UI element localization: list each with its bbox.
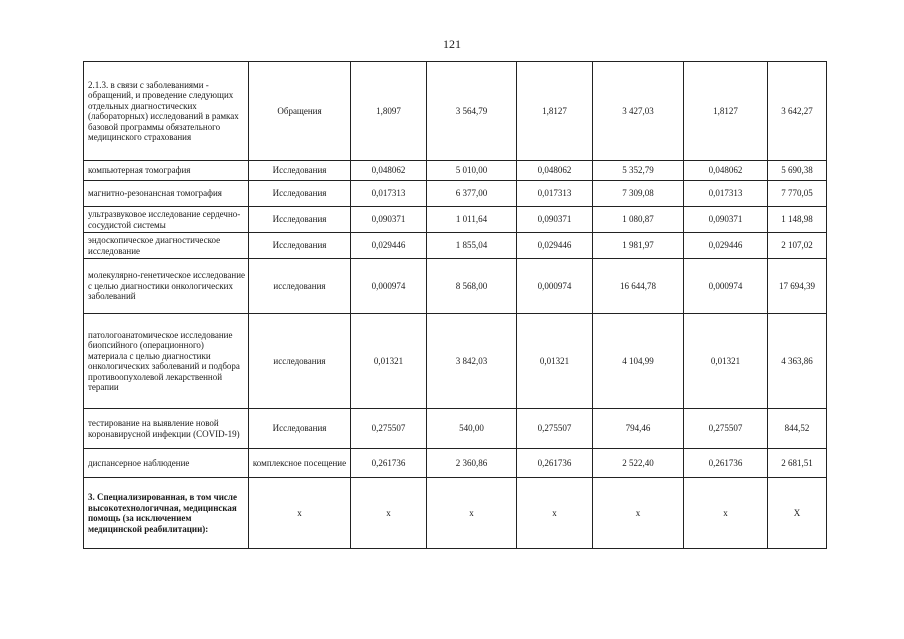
value-cell: 0,261736 [684, 449, 768, 478]
row-name-cell: тестирование на выявление новой коронавирусной инфекции (COVID-19) [84, 409, 249, 449]
value-cell: 0,048062 [517, 161, 593, 181]
value-cell: х [351, 478, 427, 549]
value-cell: 0,01321 [684, 314, 768, 409]
value-cell: 5 352,79 [593, 161, 684, 181]
value-cell: 0,017313 [351, 181, 427, 207]
unit-cell: Исследования [249, 409, 351, 449]
value-cell: 4 363,86 [768, 314, 827, 409]
table-row [84, 233, 827, 259]
value-cell: 2 360,86 [427, 449, 517, 478]
value-cell: 0,029446 [351, 233, 427, 259]
table-row [84, 207, 827, 233]
unit-cell: исследования [249, 259, 351, 314]
value-cell: 0,017313 [517, 181, 593, 207]
value-cell: 2 107,02 [768, 233, 827, 259]
value-cell: 4 104,99 [593, 314, 684, 409]
value-cell: 0,029446 [517, 233, 593, 259]
unit-cell: Обращения [249, 62, 351, 161]
value-cell: 3 642,27 [768, 62, 827, 161]
value-cell: 0,01321 [517, 314, 593, 409]
row-name-cell: 2.1.3. в связи с заболеваниями - обращений, и проведение следующих отдельных диагностических (лабораторных) исследований в рамках базовой программы обязательного медицинского страхования [84, 62, 249, 161]
unit-cell: Исследования [249, 181, 351, 207]
row-name-cell: диспансерное наблюдение [84, 449, 249, 478]
value-cell: 8 568,00 [427, 259, 517, 314]
value-cell: 0,000974 [684, 259, 768, 314]
value-cell: 0,090371 [351, 207, 427, 233]
value-cell: 0,275507 [517, 409, 593, 449]
value-cell: 6 377,00 [427, 181, 517, 207]
unit-cell: комплексное посещение [249, 449, 351, 478]
value-cell: 0,261736 [351, 449, 427, 478]
page-number: 121 [443, 37, 461, 51]
value-cell: 1,8097 [351, 62, 427, 161]
value-cell: 16 644,78 [593, 259, 684, 314]
value-cell: 2 522,40 [593, 449, 684, 478]
value-cell: 17 694,39 [768, 259, 827, 314]
unit-cell: Исследования [249, 233, 351, 259]
value-cell: 0,01321 [351, 314, 427, 409]
value-cell: 0,000974 [351, 259, 427, 314]
table-row [84, 449, 827, 478]
table-row [84, 314, 827, 409]
unit-cell: исследования [249, 314, 351, 409]
value-cell: х [684, 478, 768, 549]
row-name-cell: магнитно-резонансная томография [84, 181, 249, 207]
value-cell: Х [768, 478, 827, 549]
table-row [84, 181, 827, 207]
table-body [84, 62, 827, 549]
value-cell: 0,261736 [517, 449, 593, 478]
value-cell: 1,8127 [517, 62, 593, 161]
value-cell: 7 770,05 [768, 181, 827, 207]
value-cell: 0,090371 [684, 207, 768, 233]
value-cell: 7 309,08 [593, 181, 684, 207]
value-cell: 5 690,38 [768, 161, 827, 181]
row-name-cell: компьютерная томография [84, 161, 249, 181]
value-cell: 0,275507 [351, 409, 427, 449]
tariff-table [83, 61, 827, 549]
row-name-cell: 3. Специализированная, в том числе высокотехнологичная, медицинская помощь (за исключением медицинской реабилитации): [84, 478, 249, 549]
value-cell: 0,048062 [684, 161, 768, 181]
value-cell: 0,048062 [351, 161, 427, 181]
value-cell: 1 981,97 [593, 233, 684, 259]
value-cell: 0,275507 [684, 409, 768, 449]
value-cell: х [593, 478, 684, 549]
value-cell: 3 564,79 [427, 62, 517, 161]
value-cell: 2 681,51 [768, 449, 827, 478]
value-cell: 0,000974 [517, 259, 593, 314]
table-row [84, 478, 827, 549]
value-cell: 3 427,03 [593, 62, 684, 161]
value-cell: 540,00 [427, 409, 517, 449]
value-cell: 0,090371 [517, 207, 593, 233]
value-cell: 1 148,98 [768, 207, 827, 233]
value-cell: 0,017313 [684, 181, 768, 207]
unit-cell: Исследования [249, 161, 351, 181]
row-name-cell: ультразвуковое исследование сердечно-сосудистой системы [84, 207, 249, 233]
table-row [84, 62, 827, 161]
table-row [84, 259, 827, 314]
value-cell: 1 855,04 [427, 233, 517, 259]
value-cell: х [517, 478, 593, 549]
value-cell: 794,46 [593, 409, 684, 449]
row-name-cell: эндоскопическое диагностическое исследование [84, 233, 249, 259]
value-cell: 1 011,64 [427, 207, 517, 233]
table-row [84, 161, 827, 181]
value-cell: 844,52 [768, 409, 827, 449]
value-cell: 1,8127 [684, 62, 768, 161]
table-row [84, 409, 827, 449]
value-cell: 3 842,03 [427, 314, 517, 409]
unit-cell: Исследования [249, 207, 351, 233]
row-name-cell: патологоанатомическое исследование биопсийного (операционного) материала с целью диагностики онкологических заболеваний и подбора противоопухолевой лекарственной терапии [84, 314, 249, 409]
unit-cell: х [249, 478, 351, 549]
value-cell: 1 080,87 [593, 207, 684, 233]
row-name-cell: молекулярно-генетическое исследование с целью диагностики онкологических заболеваний [84, 259, 249, 314]
value-cell: х [427, 478, 517, 549]
value-cell: 5 010,00 [427, 161, 517, 181]
value-cell: 0,029446 [684, 233, 768, 259]
